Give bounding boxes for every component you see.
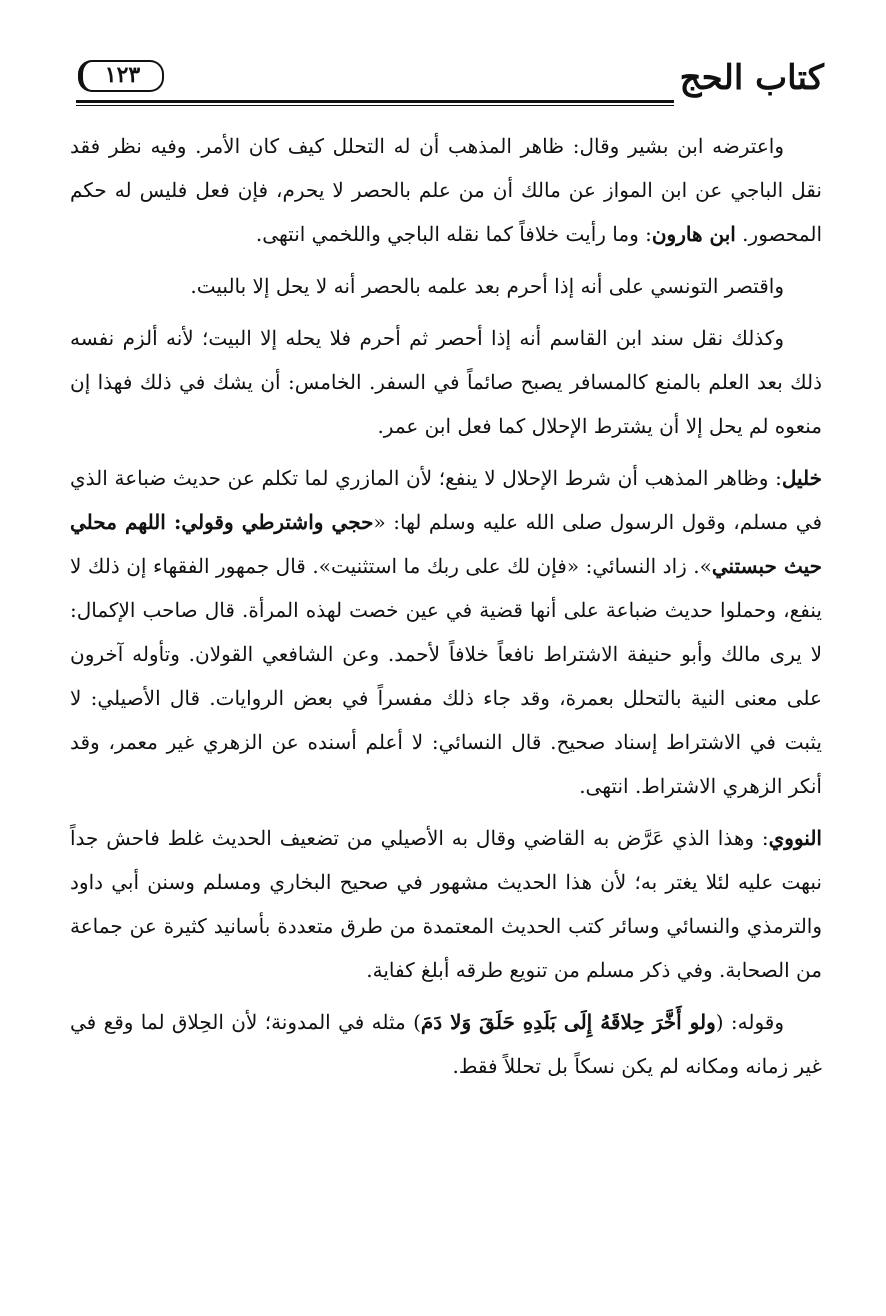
matn-quote: ولو أَخَّرَ حِلاقَهُ إِلَى بَلَدِهِ حَلَقَ وَلا دَمَ bbox=[420, 1010, 716, 1034]
speaker-name: خليل bbox=[781, 466, 822, 490]
paragraph-text: ) مثله في المدونة؛ لأن الحِلاق لما وقع في غير زمانه ومكانه لم يكن نسكاً بل تحللاً فقط. bbox=[70, 1010, 822, 1078]
paragraph-text: وقوله: ( bbox=[715, 1010, 784, 1034]
paragraph-6 bbox=[70, 1000, 822, 1088]
paragraph-text: : وما رأيت خلافاً كما نقله الباجي واللخمي انتهى. bbox=[255, 222, 652, 246]
paragraph-text: واقتصر التونسي على أنه إذا أحرم بعد علمه بالحصر أنه لا يحل إلا بالبيت. bbox=[190, 274, 784, 298]
paragraph-text: واعترضه ابن بشير وقال: ظاهر المذهب أن له التحلل كيف كان الأمر. وفيه نظر فقد نقل الباجي عن ابن المواز عن مالك أن من علم بالحصر لا يحرم، فإن فعل فليس له حكم المحصور. bbox=[70, 134, 822, 246]
paragraph-text: : وهذا الذي عَرَّض به القاضي وقال به الأصيلي من تضعيف الحديث غلط فاحش جداً نبهت عليه لئلا يغتر به؛ لأن هذا الحديث مشهور في صحيح البخاري ومسلم وسنن أبي داود والترمذي والنسائي وسائر كتب الحديث المعتمدة من طرق متعددة بأسانيد كثيرة عن جماعة من الصحابة. وفي ذكر مسلم من تنويع طرقه أبلغ كفاية. bbox=[70, 826, 822, 982]
header-rule bbox=[76, 100, 674, 103]
paragraph-1 bbox=[70, 124, 822, 256]
speaker-name: النووي bbox=[768, 826, 822, 850]
paragraph-2 bbox=[70, 264, 822, 308]
paragraph-text: وكذلك نقل سند ابن القاسم أنه إذا أحصر ثم أحرم فلا يحله إلا البيت؛ لأنه ألزم نفسه ذلك بعد العلم بالمنع كالمسافر يصبح صائماً في السفر. الخامس: أن يشك في ذلك فهذا إن منعوه لم يحل إلا أن يشترط الإحلال كما فعل ابن عمر. bbox=[70, 326, 822, 438]
page-body bbox=[70, 124, 822, 1096]
running-title: كتاب الحج bbox=[679, 58, 824, 98]
paragraph-5 bbox=[70, 816, 822, 992]
paragraph-text: : وظاهر المذهب أن شرط الإحلال لا ينفع؛ لأن المازري لما تكلم عن حديث ضباعة الذي في مسلم، وقول الرسول صلى الله عليه وسلم لها: « bbox=[70, 466, 822, 534]
paragraph-3 bbox=[70, 316, 822, 448]
paragraph-text: ». زاد النسائي: «فإن لك على ربك ما استثنيت». قال جمهور الفقهاء إن ذلك لا ينفع، وحملوا حديث ضباعة على أنها قضية في عين خصت لهذه المرأة. قال صاحب الإكمال: لا يرى مالك وأبو حنيفة الاشتراط نافعاً خلافاً لأحمد. وعن الشافعي القولان. وتأوله آخرون على معنى النية بالتحلل بعمرة، وقد جاء ذلك مفسراً في بعض الروايات. قال الأصيلي: لا يثبت في الاشتراط إسناد صحيح. قال النسائي: لا أعلم أسنده عن الزهري غير معمر، وقد أنكر الزهري الاشتراط. انتهى. bbox=[70, 554, 822, 798]
page-number: ١٢٣ bbox=[78, 60, 164, 92]
header-rule-thin bbox=[76, 105, 674, 106]
speaker-name: ابن هارون bbox=[651, 222, 736, 246]
paragraph-4 bbox=[70, 456, 822, 808]
hadith-quote: حجي واشترطي وقولي: اللهم محلي حيث حبستني bbox=[70, 510, 823, 578]
page-header bbox=[76, 56, 824, 102]
